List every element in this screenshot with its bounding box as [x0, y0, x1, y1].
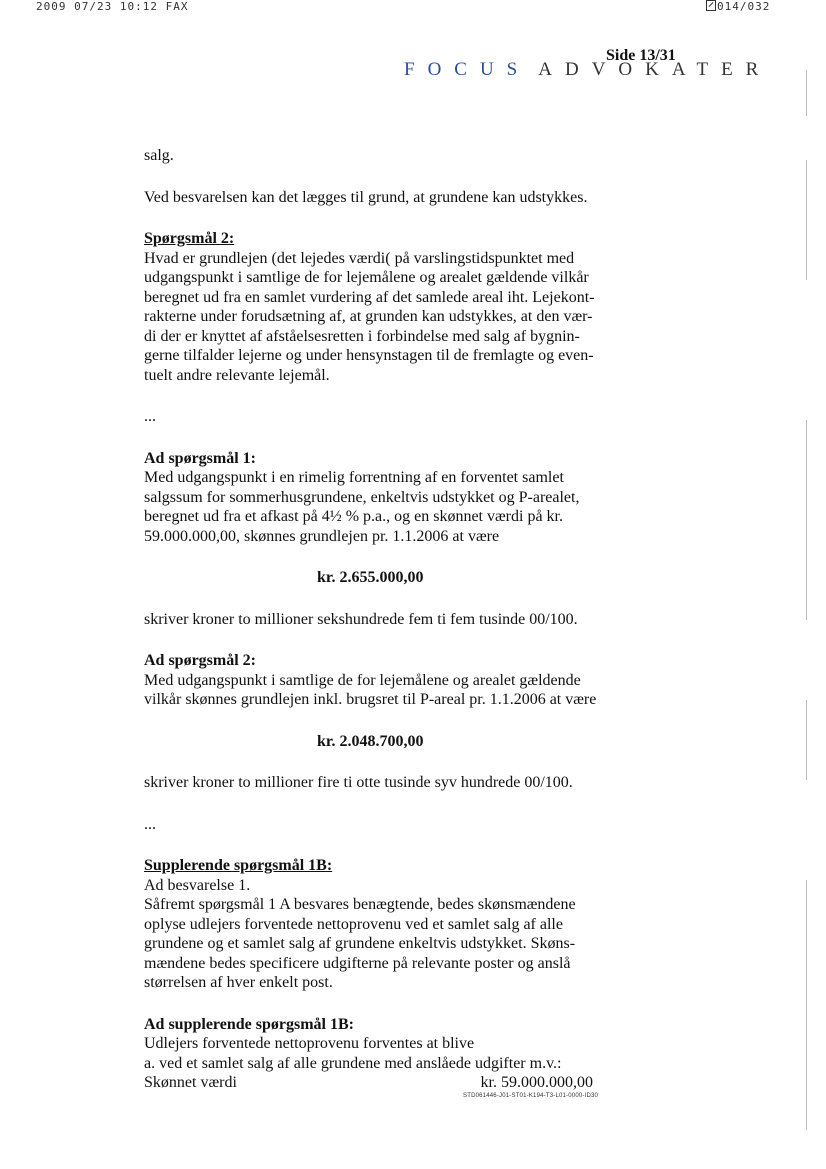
- letterhead-brand: [404, 59, 771, 81]
- text-line: Udlejers forventede nettoprovenu forventes at blive: [144, 1035, 475, 1052]
- text-line: Hvad er grundlejen (det lejedes værdi( på varslingstidspunktet med: [144, 249, 575, 267]
- section-heading-supplementary-1b: Supplerende spørgsmål 1B:: [144, 857, 333, 874]
- text-line: di der er knyttet af afståelsesretten i forbindelse med salg af bygnin-: [144, 327, 580, 345]
- section-heading-question-2: Spørgsmål 2:: [144, 230, 235, 247]
- amount-answer-1: kr. 2.655.000,00: [317, 569, 424, 586]
- brand-advokater: ADVOKATER: [538, 59, 772, 80]
- fax-page-icon: [706, 0, 716, 11]
- value-amount: kr. 59.000.000,00: [480, 1074, 593, 1091]
- fax-page-count: 014/032: [717, 0, 771, 13]
- text-line: Såfremt spørgsmål 1 A besvares benægtende, bedes skønsmændene: [144, 896, 576, 913]
- document-reference-code: STD061446-J01-ST01-K194-T3-L01-0000-ID30: [463, 1093, 599, 1099]
- section-heading-answer-2: Ad spørgsmål 2:: [144, 652, 257, 669]
- text-line: Med udgangspunkt i en rimelig forrentning af en forventet samlet: [144, 469, 564, 486]
- scan-artifact-line: [806, 160, 807, 280]
- ellipsis: ...: [144, 815, 156, 833]
- scan-artifact-line: [806, 420, 807, 620]
- amount-in-words: skriver kroner to millioner fire ti otte tusinde syv hundrede 00/100.: [144, 774, 573, 791]
- text-line: grundene og et samlet salg af grundene enkeltvis udstykket. Skøns-: [144, 935, 576, 952]
- text-line: oplyse udlejers forventede nettoprovenu ved et samlet salg af alle: [144, 915, 563, 933]
- value-row: [144, 1073, 593, 1093]
- text-line: størrelsen af hver enkelt post.: [144, 974, 333, 991]
- text-line: udgangspunkt i samtlige de for lejemålene og arealet gældende vilkår: [144, 269, 589, 286]
- ellipsis: ...: [144, 408, 156, 425]
- text-line: a. ved et samlet salg af alle grundene med anslåede udgifter m.v.:: [144, 1054, 562, 1072]
- text-line: gerne tilfalder lejerne og under hensynstagen til de fremlagte og even-: [144, 347, 594, 364]
- text-line: mændene bedes specificere udgifterne på relevante poster og anslå: [144, 954, 571, 972]
- text-line: salgssum for sommerhusgrundene, enkeltvis udstykket og P-arealet,: [144, 488, 580, 506]
- scan-artifact-line: [806, 880, 807, 1130]
- fax-page-counter: [706, 0, 770, 13]
- text-line: tuelt andre relevante lejemål.: [144, 366, 330, 384]
- amount-answer-2: kr. 2.048.700,00: [317, 732, 424, 750]
- text-line: Med udgangspunkt i samtlige de for lejemålene og arealet gældende: [144, 671, 581, 689]
- text-line: 59.000.000,00, skønnes grundlejen pr. 1.1.2006 at være: [144, 527, 500, 545]
- text-line: rakterne under forudsætning af, at grunden kan udstykkes, at den vær-: [144, 308, 593, 325]
- text-line: vilkår skønnes grundlejen inkl. brugsret til P-areal pr. 1.1.2006 at være: [144, 691, 597, 708]
- paragraph: salg.: [144, 147, 174, 164]
- fax-transmission-header: [0, 0, 826, 14]
- text-line: beregnet ud fra et afkast på 4½ % p.a., og en skønnet værdi på kr.: [144, 508, 563, 525]
- brand-focus: FOCUS: [404, 59, 531, 80]
- scan-artifact-line: [806, 70, 807, 116]
- amount-in-words: skriver kroner to millioner sekshundrede fem ti fem tusinde 00/100.: [144, 610, 578, 628]
- fax-timestamp: 2009 07/23 10:12 FAX: [36, 0, 189, 13]
- scan-artifact-line: [806, 700, 807, 780]
- section-heading-answer-supplementary-1b: Ad supplerende spørgsmål 1B:: [144, 1015, 354, 1033]
- paragraph: Ved besvarelsen kan det lægges til grund, at grundene kan udstykkes.: [144, 188, 588, 206]
- value-label: Skønnet værdi: [144, 1074, 237, 1091]
- document-body: [144, 146, 614, 1093]
- section-heading-answer-1: Ad spørgsmål 1:: [144, 449, 257, 467]
- text-line: Ad besvarelse 1.: [144, 876, 251, 894]
- page-number: Side 13/31: [606, 47, 676, 64]
- text-line: beregnet ud fra en samlet vurdering af det samlede areal iht. Lejekont-: [144, 288, 595, 306]
